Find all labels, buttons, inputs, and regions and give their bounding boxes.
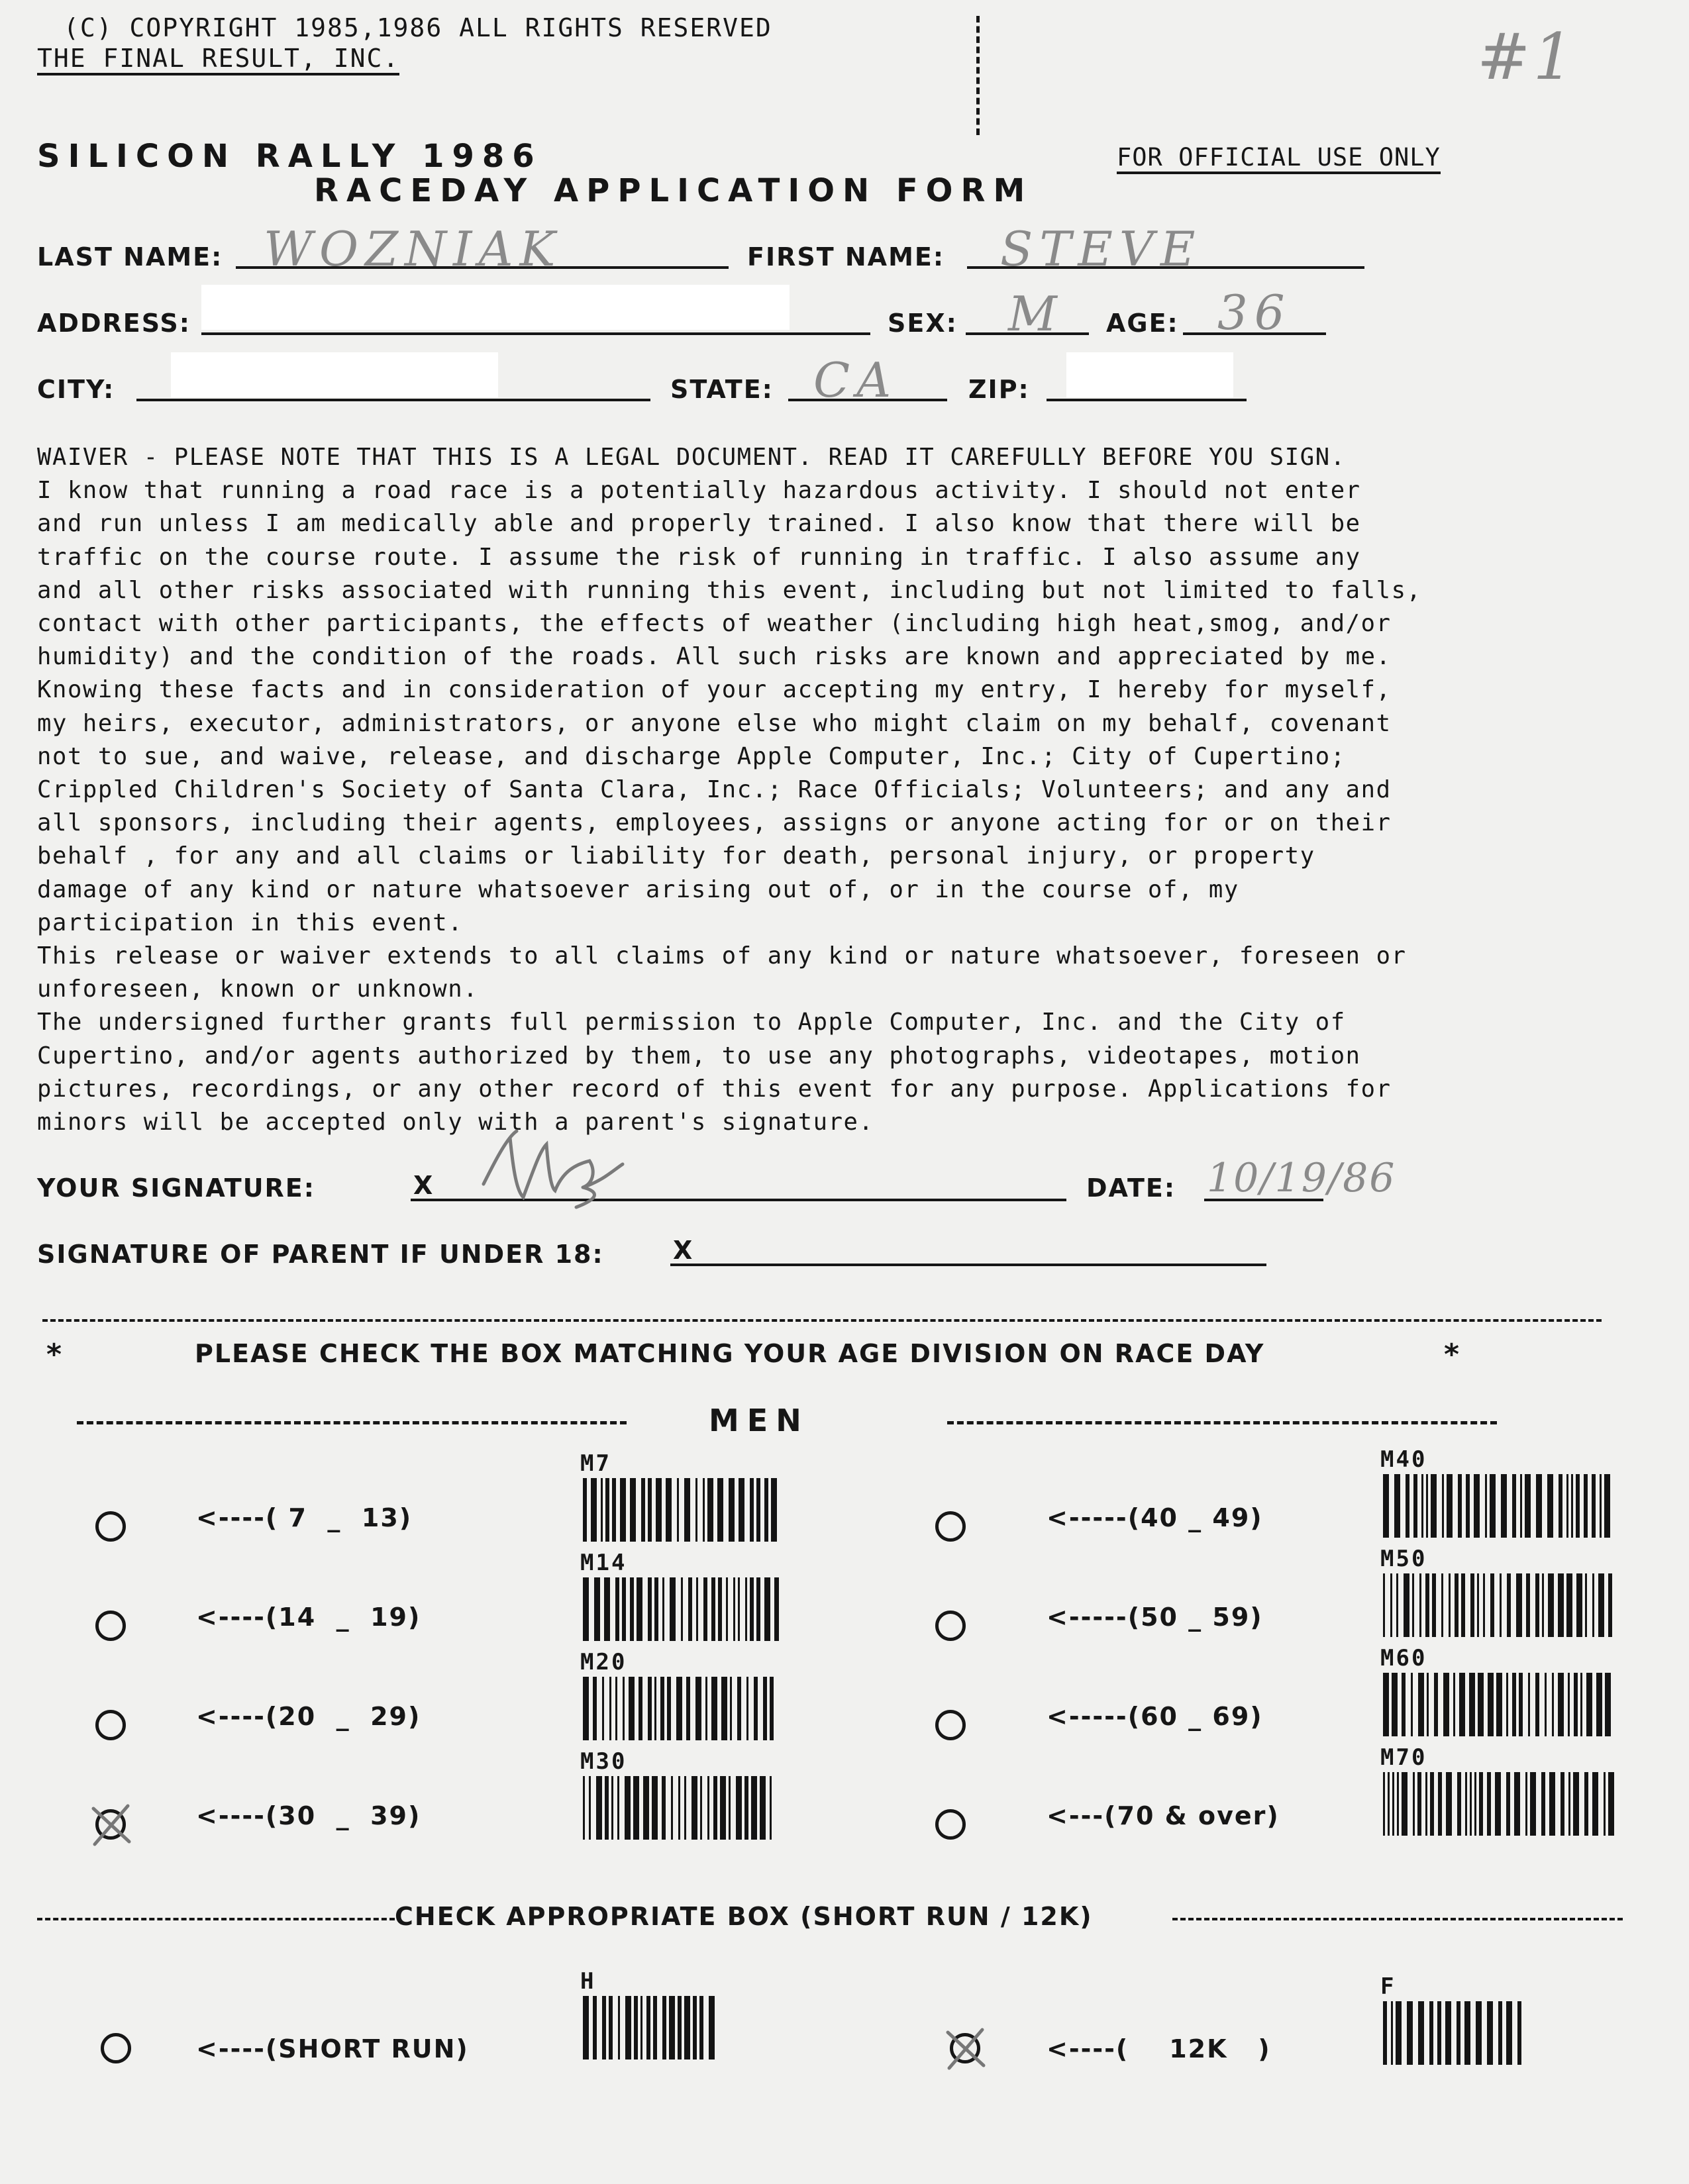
barcode-icon (1380, 2001, 1522, 2065)
barcode-icon (580, 1577, 779, 1641)
division-code-label: M20 (580, 1649, 627, 1675)
division-code-label: M70 (1380, 1744, 1427, 1771)
waiver-text (37, 441, 1422, 1139)
division-checkbox[interactable] (95, 1511, 126, 1542)
waiver-line: Knowing these facts and in consideration of your accepting my entry, I hereby for myself, (37, 676, 1392, 704)
signature-x-mark: X (413, 1171, 435, 1200)
barcode-icon (580, 1677, 779, 1740)
division-checkbox[interactable] (95, 1710, 126, 1740)
title-line1: SILICON RALLY 1986 (37, 138, 542, 175)
barcode-icon (1380, 1673, 1619, 1736)
sex-label: SEX: (888, 309, 958, 338)
signature-scribble (470, 1124, 629, 1211)
page-mark: #1 (1477, 20, 1576, 94)
waiver-line: Cupertino, and/or agents authorized by them, to use any photographs, videotapes, motion (37, 1042, 1361, 1069)
age-value: 36 (1217, 285, 1292, 340)
check-x-icon (943, 2026, 989, 2072)
waiver-line: contact with other participants, the effects of weather (including high heat,smog, and/or (37, 610, 1392, 638)
division-barcode (580, 1577, 779, 1644)
waiver-line: minors will be accepted only with a parent's signature. (37, 1109, 874, 1136)
division-checkbox[interactable] (935, 1611, 966, 1641)
age-label: AGE: (1106, 309, 1179, 338)
division-code-label: F (1380, 1973, 1396, 2000)
barcode-icon (1380, 1474, 1619, 1538)
star-right-icon: * (1444, 1338, 1461, 1371)
waiver-line: and run unless I am medically able and properly trained. I also know that there will be (37, 510, 1361, 538)
sex-value: M (1008, 286, 1064, 342)
waiver-line: WAIVER - PLEASE NOTE THAT THIS IS A LEGAL DOCUMENT. READ IT CAREFULLY BEFORE YOU SIGN. (37, 444, 1346, 471)
signature-field[interactable] (411, 1158, 1066, 1201)
first-name-field[interactable] (967, 221, 1364, 277)
division-range-label: <---(70 & over) (1047, 1801, 1280, 1830)
division-code-label: M40 (1380, 1446, 1427, 1473)
division-range-label: <----(20 _ 29) (196, 1702, 421, 1731)
division-barcode (1380, 1772, 1619, 1838)
zip-label: ZIP: (968, 375, 1030, 404)
waiver-line: all sponsors, including their agents, employees, assigns or anyone acting for or on their (37, 809, 1392, 837)
title-line2: RACEDAY APPLICATION FORM (314, 172, 1033, 209)
waiver-line: behalf , for any and all claims or liability for death, personal injury, or property (37, 842, 1315, 870)
state-value: CA (813, 352, 898, 408)
barcode-icon (580, 1776, 779, 1840)
run-type-header: CHECK APPROPRIATE BOX (SHORT RUN / 12K) (395, 1902, 1093, 1931)
first-name-value: STEVE (1000, 221, 1202, 277)
city-field[interactable] (136, 358, 650, 401)
waiver-line: This release or waiver extends to all claims of any kind or nature whatsoever, foreseen or (37, 942, 1407, 970)
division-checkbox[interactable] (950, 2033, 980, 2063)
division-barcode (580, 1677, 779, 1743)
copyright-line1: (C) COPYRIGHT 1985,1986 ALL RIGHTS RESERVED (64, 13, 772, 42)
men-heading: MEN (709, 1403, 809, 1438)
zip-field[interactable] (1047, 358, 1247, 401)
parent-signature-x: X (673, 1236, 694, 1265)
waiver-line: Crippled Children's Society of Santa Clara, Inc.; Race Officials; Volunteers; and any and (37, 776, 1392, 804)
age-division-instruction: PLEASE CHECK THE BOX MATCHING YOUR AGE DIVISION ON RACE DAY (195, 1339, 1265, 1368)
waiver-line: not to sue, and waive, release, and discharge Apple Computer, Inc.; City of Cupertino; (37, 742, 1346, 770)
division-range-label: <----(SHORT RUN) (196, 2034, 469, 2063)
division-code-label: M30 (580, 1748, 627, 1775)
division-barcode (580, 1776, 779, 1842)
division-range-label: <----(14 _ 19) (196, 1603, 421, 1632)
date-value: 10/19/86 (1207, 1155, 1396, 1201)
city-redaction (171, 352, 498, 397)
division-barcode (1380, 1474, 1619, 1540)
address-redaction (201, 285, 790, 330)
division-barcode (1380, 2001, 1522, 2067)
barcode-icon (1380, 1573, 1619, 1637)
waiver-line: I know that running a road race is a potentially hazardous activity. I should not enter (37, 477, 1361, 505)
division-checkbox[interactable] (935, 1710, 966, 1740)
division-checkbox[interactable] (95, 1809, 126, 1840)
division-code-label: M60 (1380, 1645, 1427, 1671)
age-field[interactable] (1183, 285, 1326, 340)
division-range-label: <-----(40 _ 49) (1047, 1503, 1263, 1532)
division-checkbox[interactable] (935, 1809, 966, 1840)
signature-label: YOUR SIGNATURE: (37, 1173, 315, 1203)
separator-line (42, 1319, 1602, 1322)
date-field[interactable] (1204, 1155, 1396, 1201)
star-left-icon: * (46, 1338, 64, 1371)
division-checkbox[interactable] (101, 2033, 131, 2063)
division-code-label: H (580, 1968, 596, 1995)
parent-signature-field[interactable] (670, 1225, 1266, 1266)
division-checkbox[interactable] (935, 1511, 966, 1542)
last-name-field[interactable] (236, 221, 729, 277)
division-code-label: M14 (580, 1550, 627, 1576)
last-name-value: WOZNIAK (264, 221, 562, 277)
waiver-line: traffic on the course route. I assume the risk of running in traffic. I also assume any (37, 543, 1361, 571)
fold-divider (976, 16, 980, 135)
division-barcode (1380, 1573, 1619, 1640)
barcode-icon (1380, 1772, 1619, 1836)
address-field[interactable] (201, 291, 870, 335)
waiver-line: unforeseen, known or unknown. (37, 975, 479, 1003)
run-rule-left (37, 1918, 395, 1920)
division-range-label: <-----(60 _ 69) (1047, 1702, 1263, 1731)
first-name-label: FIRST NAME: (747, 242, 945, 272)
date-label: DATE: (1086, 1173, 1176, 1203)
division-range-label: <-----(50 _ 59) (1047, 1603, 1263, 1632)
waiver-line: damage of any kind or nature whatsoever arising out of, or in the course of, my (37, 875, 1239, 903)
division-range-label: <----(30 _ 39) (196, 1801, 421, 1830)
state-label: STATE: (670, 375, 774, 404)
division-code-label: M7 (580, 1450, 611, 1477)
parent-signature-label: SIGNATURE OF PARENT IF UNDER 18: (37, 1240, 604, 1269)
official-use-label: FOR OFFICIAL USE ONLY (1117, 143, 1441, 174)
sex-field[interactable] (966, 286, 1089, 342)
waiver-line: and all other risks associated with running this event, including but not limited to falls, (37, 576, 1422, 604)
barcode-icon (580, 1478, 779, 1542)
division-code-label: M50 (1380, 1546, 1427, 1572)
division-checkbox[interactable] (95, 1611, 126, 1641)
division-range-label: <----( 12K ) (1047, 2034, 1271, 2063)
men-rule-right (947, 1421, 1497, 1424)
copyright-line2: THE FINAL RESULT, INC. (37, 44, 399, 75)
waiver-line: pictures, recordings, or any other record of this event for any purpose. Applications for (37, 1075, 1392, 1103)
division-barcode (580, 1996, 722, 2062)
zip-redaction (1066, 352, 1233, 397)
division-barcode (1380, 1673, 1619, 1739)
division-barcode (580, 1478, 779, 1544)
state-field[interactable] (788, 352, 947, 408)
waiver-line: participation in this event. (37, 909, 464, 936)
city-label: CITY: (37, 375, 115, 404)
waiver-line: my heirs, executor, administrators, or anyone else who might claim on my behalf, covenant (37, 709, 1392, 737)
waiver-line: The undersigned further grants full permission to Apple Computer, Inc. and the City of (37, 1009, 1346, 1036)
barcode-icon (580, 1996, 722, 2060)
waiver-line: humidity) and the condition of the roads. All such risks are known and appreciated by me. (37, 643, 1392, 671)
last-name-label: LAST NAME: (37, 242, 223, 272)
men-rule-left (77, 1421, 627, 1424)
division-range-label: <----( 7 _ 13) (196, 1503, 413, 1532)
check-x-icon (88, 1802, 134, 1848)
run-rule-right (1172, 1918, 1623, 1920)
address-label: ADDRESS: (37, 309, 191, 338)
